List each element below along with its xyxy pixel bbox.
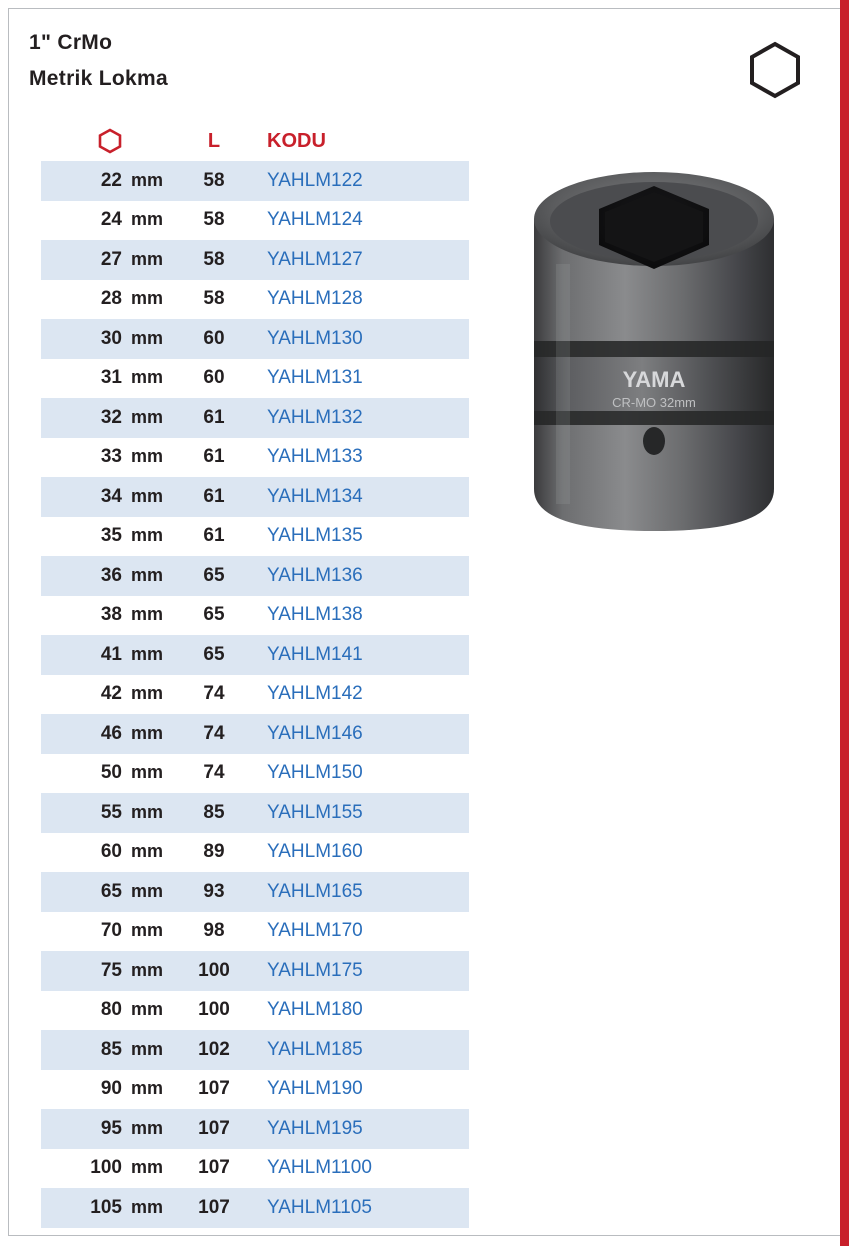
cell-size (45, 881, 175, 903)
table-row (41, 754, 469, 794)
size-value: 65 (100, 880, 122, 902)
cell-code: YAHLM155 (267, 801, 363, 823)
cell-size (45, 1078, 175, 1100)
cell-size (45, 209, 175, 231)
cell-length: 107 (198, 1157, 230, 1179)
table-row (41, 991, 469, 1031)
cell-code: YAHLM1105 (267, 1196, 372, 1218)
cell-size (45, 249, 175, 271)
size-unit: mm (131, 406, 164, 427)
cell-size (45, 999, 175, 1021)
table-row (41, 1188, 469, 1228)
size-unit: mm (131, 722, 164, 743)
size-value: 100 (90, 1157, 122, 1179)
product-table (41, 121, 469, 1228)
cell-length: 61 (203, 485, 225, 507)
size-value: 30 (100, 327, 122, 349)
cell-size (45, 1118, 175, 1140)
cell-size (45, 920, 175, 942)
size-unit: mm (131, 920, 164, 941)
table-row (41, 912, 469, 952)
cell-code: YAHLM138 (267, 604, 363, 626)
brand-text: YAMA (622, 367, 686, 392)
cell-length: 107 (198, 1078, 230, 1100)
table-row (41, 438, 469, 478)
cell-code: YAHLM124 (267, 209, 363, 231)
size-value: 27 (100, 248, 122, 270)
cell-code: YAHLM134 (267, 485, 363, 507)
cell-size (45, 328, 175, 350)
size-unit: mm (131, 880, 164, 901)
table-row (41, 359, 469, 399)
size-value: 85 (100, 1038, 122, 1060)
table-row (41, 319, 469, 359)
size-unit: mm (131, 564, 164, 585)
cell-code: YAHLM135 (267, 525, 363, 547)
size-value: 42 (100, 683, 122, 705)
cell-code: YAHLM195 (267, 1117, 363, 1139)
cell-code: YAHLM122 (267, 169, 363, 191)
cell-size (45, 565, 175, 587)
size-value: 60 (100, 841, 122, 863)
cell-length: 107 (198, 1196, 230, 1218)
table-row (41, 635, 469, 675)
cell-length: 61 (203, 406, 225, 428)
page-title (29, 31, 168, 103)
cell-length: 100 (198, 959, 230, 981)
table-row (41, 596, 469, 636)
size-unit: mm (131, 959, 164, 980)
size-unit: mm (131, 485, 164, 506)
cell-code: YAHLM128 (267, 288, 363, 310)
cell-length: 89 (203, 841, 225, 863)
cell-code: YAHLM185 (267, 1038, 363, 1060)
cell-size (45, 960, 175, 982)
cell-length: 61 (203, 446, 225, 468)
cell-code: YAHLM142 (267, 683, 363, 705)
table-row (41, 675, 469, 715)
table-row (41, 1149, 469, 1189)
cell-size (45, 762, 175, 784)
cell-size (45, 1039, 175, 1061)
cell-code: YAHLM132 (267, 406, 363, 428)
cell-length: 58 (203, 248, 225, 270)
cell-size (45, 407, 175, 429)
size-unit: mm (131, 643, 164, 664)
table-row (41, 1109, 469, 1149)
table-row (41, 240, 469, 280)
size-unit: mm (131, 1117, 164, 1138)
title-line-2: Metrik Lokma (29, 67, 168, 90)
size-value: 31 (100, 367, 122, 389)
table-row (41, 161, 469, 201)
size-value: 75 (100, 959, 122, 981)
table-row (41, 201, 469, 241)
cell-size (45, 525, 175, 547)
catalog-page (8, 8, 841, 1236)
cell-length: 93 (203, 880, 225, 902)
size-value: 38 (100, 604, 122, 626)
cell-length: 60 (203, 367, 225, 389)
size-value: 90 (100, 1078, 122, 1100)
size-unit: mm (131, 1157, 164, 1178)
size-value: 33 (100, 446, 122, 468)
cell-code: YAHLM1100 (267, 1157, 372, 1179)
size-unit: mm (131, 169, 164, 190)
size-unit: mm (131, 248, 164, 269)
size-value: 95 (100, 1117, 122, 1139)
size-unit: mm (131, 801, 164, 822)
table-row (41, 398, 469, 438)
cell-length: 100 (198, 999, 230, 1021)
cell-size (45, 644, 175, 666)
cell-code: YAHLM150 (267, 762, 363, 784)
column-header-length: L (207, 129, 221, 152)
size-unit: mm (131, 288, 164, 309)
table-row (41, 872, 469, 912)
cell-size (45, 367, 175, 389)
cell-code: YAHLM133 (267, 446, 363, 468)
cell-size (45, 604, 175, 626)
page-edge-accent (840, 0, 849, 1246)
size-unit: mm (131, 327, 164, 348)
cell-length: 74 (203, 762, 225, 784)
size-value: 105 (90, 1196, 122, 1218)
cell-code: YAHLM130 (267, 327, 363, 349)
size-unit: mm (131, 683, 164, 704)
size-value: 32 (100, 406, 122, 428)
table-row (41, 517, 469, 557)
size-value: 50 (100, 762, 122, 784)
cell-length: 107 (198, 1117, 230, 1139)
cell-code: YAHLM127 (267, 248, 363, 270)
size-value: 41 (100, 643, 122, 665)
cell-size (45, 486, 175, 508)
size-unit: mm (131, 999, 164, 1020)
cell-code: YAHLM131 (267, 367, 363, 389)
hexagon-icon (746, 41, 804, 99)
table-row (41, 951, 469, 991)
cell-code: YAHLM180 (267, 999, 363, 1021)
cell-length: 74 (203, 722, 225, 744)
size-unit: mm (131, 762, 164, 783)
table-row (41, 833, 469, 873)
cell-length: 58 (203, 169, 225, 191)
table-row (41, 1070, 469, 1110)
cell-size (45, 446, 175, 468)
table-body (41, 161, 469, 1228)
table-row (41, 793, 469, 833)
cell-length: 58 (203, 288, 225, 310)
cell-code: YAHLM165 (267, 880, 363, 902)
size-unit: mm (131, 367, 164, 388)
cell-length: 102 (198, 1038, 230, 1060)
size-value: 22 (100, 169, 122, 191)
cell-code: YAHLM160 (267, 841, 363, 863)
cell-size (45, 1197, 175, 1219)
size-unit: mm (131, 841, 164, 862)
size-unit: mm (131, 209, 164, 230)
cell-size (45, 683, 175, 705)
table-row (41, 714, 469, 754)
cell-length: 58 (203, 209, 225, 231)
size-value: 55 (100, 801, 122, 823)
size-unit: mm (131, 1038, 164, 1059)
size-unit: mm (131, 1196, 164, 1217)
title-line-1: 1" CrMo (29, 31, 113, 54)
table-row (41, 1030, 469, 1070)
size-value: 35 (100, 525, 122, 547)
column-header-code: KODU (267, 129, 326, 152)
hexagon-icon (97, 128, 123, 154)
table-row (41, 556, 469, 596)
cell-length: 85 (203, 801, 225, 823)
cell-length: 65 (203, 564, 225, 586)
cell-code: YAHLM175 (267, 959, 363, 981)
size-value: 24 (100, 209, 122, 231)
cell-code: YAHLM146 (267, 722, 363, 744)
column-header-size (45, 128, 175, 154)
cell-code: YAHLM141 (267, 643, 363, 665)
cell-length: 98 (203, 920, 225, 942)
table-row (41, 280, 469, 320)
cell-code: YAHLM136 (267, 564, 363, 586)
size-unit: mm (131, 604, 164, 625)
table-row (41, 477, 469, 517)
cell-length: 74 (203, 683, 225, 705)
cell-size (45, 723, 175, 745)
cell-size (45, 170, 175, 192)
cell-length: 61 (203, 525, 225, 547)
size-unit: mm (131, 1078, 164, 1099)
size-unit: mm (131, 525, 164, 546)
impact-socket-photo (504, 159, 804, 559)
cell-size (45, 841, 175, 863)
size-value: 34 (100, 485, 122, 507)
cell-size (45, 288, 175, 310)
size-value: 70 (100, 920, 122, 942)
size-value: 28 (100, 288, 122, 310)
cell-size (45, 1157, 175, 1179)
table-header-row (41, 121, 469, 161)
cell-code: YAHLM170 (267, 920, 363, 942)
cell-length: 60 (203, 327, 225, 349)
size-value: 36 (100, 564, 122, 586)
size-value: 80 (100, 999, 122, 1021)
size-unit: mm (131, 446, 164, 467)
cell-code: YAHLM190 (267, 1078, 363, 1100)
cell-length: 65 (203, 604, 225, 626)
size-value: 46 (100, 722, 122, 744)
cell-size (45, 802, 175, 824)
marking-text: CR-MO 32mm (612, 395, 696, 410)
cell-length: 65 (203, 643, 225, 665)
